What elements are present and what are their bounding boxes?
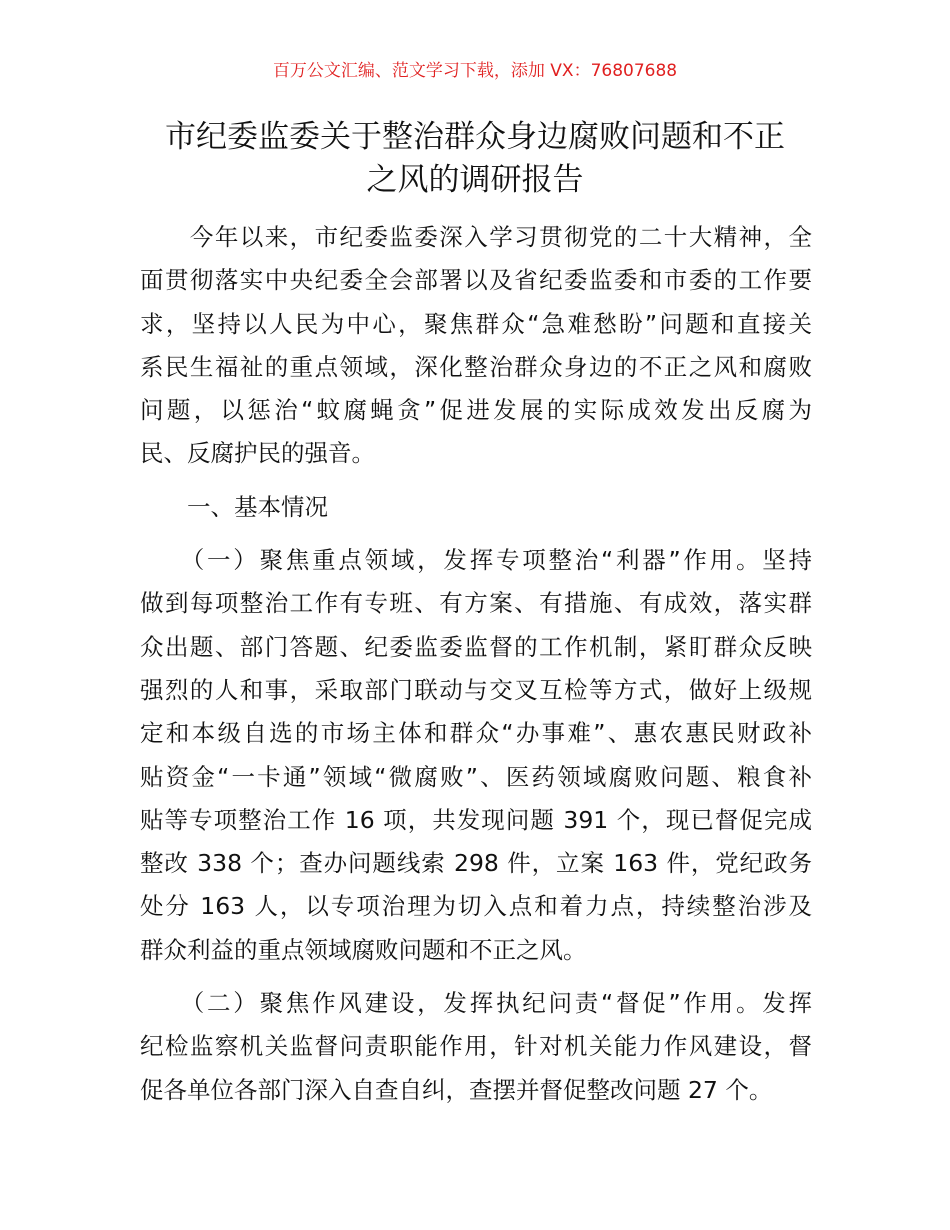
text-line: 强烈的人和事，采取部门联动与交叉互检等方式，做好上级规 <box>140 675 812 704</box>
paragraph <box>140 982 812 1112</box>
text-line: 众出题、部门答题、纪委监委监督的工作机制，紧盯群众反映 <box>140 632 812 661</box>
text-line: 民、反腐护民的强音。 <box>140 439 375 468</box>
text-line: 贴等专项整治工作 16 项，共发现问题 391 个，现已督促完成 <box>140 805 812 834</box>
paragraph <box>140 539 812 972</box>
text-line: 一、基本情况 <box>140 492 328 521</box>
title-line: 市纪委监委关于整治群众身边腐败问题和不正 <box>165 119 785 155</box>
document-body <box>140 216 812 1122</box>
text-line: 促各单位各部门深入自查自纠，查摆并督促整改问题 27 个。 <box>140 1075 773 1104</box>
text-line: 纪检监察机关监督问责职能作用，针对机关能力作风建设，督 <box>140 1032 812 1061</box>
text-line: （二）聚焦作风建设，发挥执纪问责“督促”作用。发挥 <box>140 989 812 1018</box>
text-line: 面贯彻落实中央纪委全会部署以及省纪委监委和市委的工作要 <box>140 266 812 295</box>
section-heading <box>140 486 812 529</box>
text-line: 今年以来，市纪委监委深入学习贯彻党的二十大精神，全 <box>140 223 812 251</box>
text-line: 群众利益的重点领域腐败问题和不正之风。 <box>140 935 587 964</box>
title-line: 之风的调研报告 <box>366 162 584 198</box>
text-line: （一）聚焦重点领域，发挥专项整治“利器”作用。坚持 <box>140 546 812 575</box>
paragraph <box>140 216 812 476</box>
text-line: 做到每项整治工作有专班、有方案、有措施、有成效，落实群 <box>140 589 812 618</box>
watermark-header: 百万公文汇编、范文学习下载，添加 VX：76807688 <box>272 61 678 81</box>
text-line: 系民生福祉的重点领域，深化整治群众身边的不正之风和腐败 <box>140 352 812 381</box>
text-line: 问题，以惩治“蚊腐蝇贪”促进发展的实际成效发出反腐为 <box>140 396 812 425</box>
text-line: 求，坚持以人民为中心，聚焦群众“急难愁盼”问题和直接关 <box>140 309 812 338</box>
text-line: 处分 163 人，以专项治理为切入点和着力点，持续整治涉及 <box>140 892 812 921</box>
text-line: 整改 338 个；查办问题线索 298 件，立案 163 件，党纪政务 <box>140 849 812 878</box>
text-line: 定和本级自选的市场主体和群众“办事难”、惠农惠民财政补 <box>140 719 812 748</box>
text-line: 贴资金“一卡通”领域“微腐败”、医药领域腐败问题、粮食补 <box>140 762 812 791</box>
document-title <box>0 116 950 202</box>
